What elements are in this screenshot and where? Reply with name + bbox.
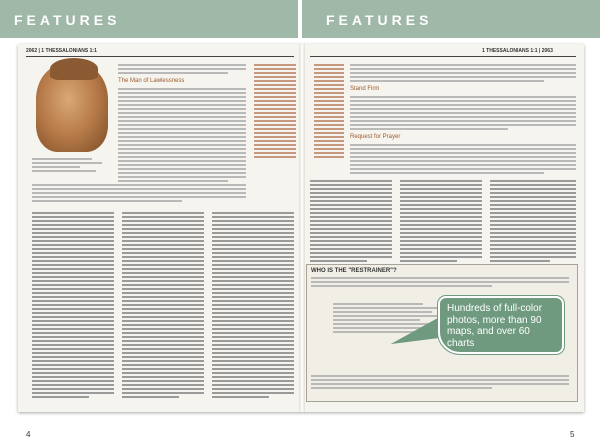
page-number-left: 4 xyxy=(26,430,31,439)
restrainer-box-outro xyxy=(311,375,569,391)
restrainer-box-title: WHO IS THE "RESTRAINER"? xyxy=(311,268,397,274)
left-text-body-1 xyxy=(118,88,246,184)
running-head-rule-left xyxy=(26,56,294,57)
heading-stand-firm: Stand Firm xyxy=(350,86,380,92)
notes-col-1 xyxy=(32,212,114,400)
right-text-body-1 xyxy=(350,96,576,132)
right-text-top xyxy=(350,64,576,84)
photo-caption xyxy=(32,158,110,174)
cross-refs-left xyxy=(254,64,296,160)
restrainer-box-intro xyxy=(311,277,569,289)
right-notes-col-3 xyxy=(490,180,576,264)
band-title-left: FEATURES xyxy=(14,12,121,28)
heading-man-of-lawlessness: The Man of Lawlessness xyxy=(118,78,185,84)
notes-col-2 xyxy=(122,212,204,400)
running-head-left: 2062 | 1 THESSALONIANS 1:1 xyxy=(26,48,97,54)
left-text-top xyxy=(118,64,246,76)
band-title-right: FEATURES xyxy=(326,12,433,28)
right-notes-col-1 xyxy=(310,180,392,264)
right-notes-col-2 xyxy=(400,180,482,264)
running-head-rule-right xyxy=(310,56,576,57)
bust-photo xyxy=(36,64,108,152)
book-gutter xyxy=(299,44,305,412)
heading-request-for-prayer: Request for Prayer xyxy=(350,134,401,140)
page-number-right: 5 xyxy=(570,430,575,439)
feature-callout xyxy=(438,296,564,354)
running-head-right: 1 THESSALONIANS 1:1 | 2063 xyxy=(482,48,553,54)
feature-callout-text: Hundreds of full-color photos, more than 90 maps, and over 60 charts xyxy=(447,303,543,349)
left-text-body-2 xyxy=(32,184,246,204)
cross-refs-right xyxy=(314,64,344,160)
book-spread xyxy=(18,44,584,412)
right-text-body-2 xyxy=(350,144,576,176)
notes-col-3 xyxy=(212,212,294,400)
